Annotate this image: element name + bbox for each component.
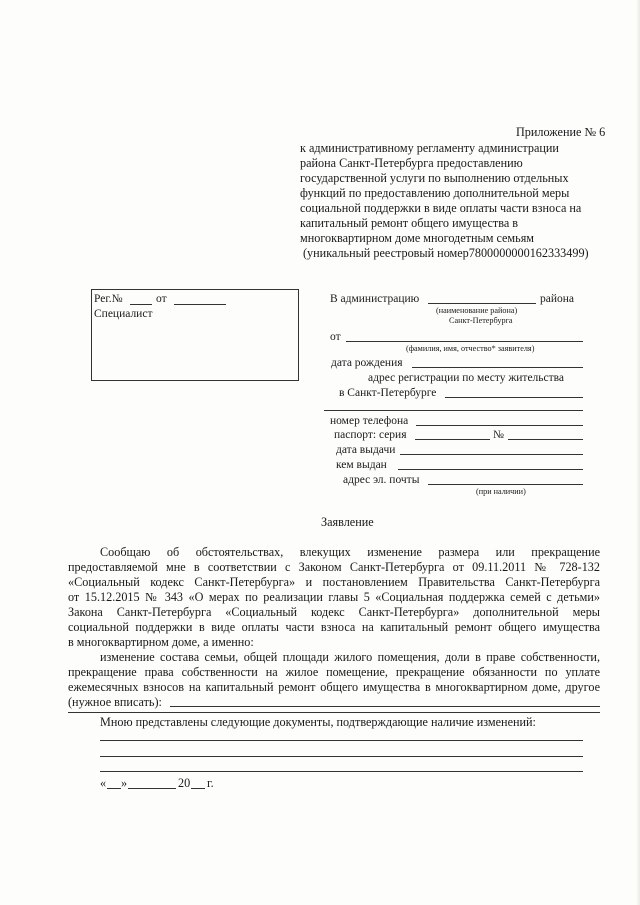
body-line: (нужное вписать): — [68, 695, 162, 709]
passport-number-label: № — [493, 429, 504, 441]
documents-field-2[interactable] — [100, 756, 583, 757]
reg-number-label: Рег.№ — [94, 293, 123, 305]
rayon-name-field[interactable] — [428, 303, 536, 304]
appendix-line: государственной услуги по выполнению отдельных — [300, 171, 569, 185]
address-field-2[interactable] — [324, 410, 583, 411]
appendix-line: к административному регламенту администрации — [300, 141, 559, 155]
issued-by-label: кем выдан — [336, 459, 387, 471]
change-field-1[interactable] — [170, 706, 600, 707]
body-line: от 15.12.2015 № 343 «О мерах по реализации главы 5 «Социальная поддержка семей с детьми» — [68, 590, 600, 604]
issue-date-field[interactable] — [400, 454, 583, 455]
reg-number-field[interactable] — [130, 304, 152, 305]
documents-field-3[interactable] — [100, 771, 583, 772]
address-field-1[interactable] — [445, 397, 583, 398]
document-title: Заявление — [321, 515, 374, 529]
to-admin-label: В администрацию — [330, 293, 420, 305]
in-spb-label: в Санкт-Петербурге — [339, 387, 437, 399]
appendix-line: социальной поддержки в виде оплаты части взноса на — [300, 201, 582, 215]
reg-address-label: адрес регистрации по месту жительства — [368, 372, 565, 384]
from-label: от — [330, 331, 341, 343]
registry-number: (уникальный реестровый номер7800000000162333499) — [303, 246, 589, 260]
phone-field[interactable] — [416, 425, 583, 426]
spb-hint: Санкт-Петербурга — [449, 316, 513, 325]
body-line: Сообщаю об обстоятельствах, влекущих изменение размера или прекращение — [100, 545, 600, 559]
passport-number-field[interactable] — [508, 439, 583, 440]
scan-edge-shadow — [636, 0, 640, 905]
appendix-line: капитальный ремонт общего имущества в — [300, 216, 519, 230]
body-line: ежемесячных взносов на капитальный ремонт общего имущества в многоквартирном доме, другое — [68, 680, 600, 694]
documents-field-1[interactable] — [100, 740, 583, 741]
appendix-line: многоквартирном доме многодетным семьям — [300, 231, 535, 245]
documents-statement: Мною представлены следующие документы, подтверждающие наличие изменений: — [100, 715, 536, 729]
fio-hint: (фамилия, имя, отчество* заявителя) — [406, 344, 535, 353]
birth-date-label: дата рождения — [331, 357, 403, 369]
month-field[interactable] — [128, 788, 176, 789]
date-quote-open: « — [100, 776, 107, 790]
appendix-line: района Санкт-Петербурга предоставлению — [300, 156, 523, 170]
body-line: прекращение права собственности на жилое помещение, прекращение обязанности по уплате — [68, 665, 600, 679]
body-line: в многоквартирном доме, а именно: — [68, 635, 254, 649]
specialist-label: Специалист — [94, 308, 153, 320]
reg-date-label: от — [156, 293, 167, 305]
passport-series-field[interactable] — [415, 439, 490, 440]
rayon-name-hint: (наименование района) — [436, 306, 518, 315]
if-any-hint: (при наличии) — [476, 487, 526, 496]
body-line: изменение состава семьи, общей площади жилого помещения, доли в праве собственности, — [100, 650, 600, 664]
body-line: Закона Санкт-Петербурга «Социальный кодекс Санкт-Петербурга» дополнительной меры — [68, 605, 600, 619]
phone-label: номер телефона — [330, 415, 409, 427]
rayon-label: района — [540, 293, 575, 305]
appendix-title: Приложение № 6 — [516, 125, 606, 139]
body-line: предоставляемой мне в соответствии с Законом Санкт-Петербурга от 09.11.2011 № 728-132 — [68, 560, 600, 574]
year-field[interactable] — [191, 788, 205, 789]
day-field[interactable] — [107, 788, 121, 789]
body-line: «Социальный кодекс Санкт-Петербурга» и постановлением Правительства Санкт-Петербурга — [68, 575, 600, 589]
birth-date-field[interactable] — [412, 367, 583, 368]
reg-date-field[interactable] — [174, 304, 226, 305]
date-quote-close: » — [121, 776, 128, 790]
email-label: адрес эл. почты — [343, 474, 420, 486]
year-suffix: г. — [207, 776, 214, 790]
fio-field[interactable] — [346, 341, 583, 342]
issued-by-field[interactable] — [398, 469, 583, 470]
issue-date-label: дата выдачи — [336, 444, 396, 456]
email-field[interactable] — [428, 484, 583, 485]
appendix-line: функций по предоставлению дополнительной меры — [300, 186, 570, 200]
year-prefix: 20 — [178, 776, 191, 790]
passport-series-label: паспорт: серия — [334, 429, 407, 441]
change-field-2[interactable] — [68, 712, 600, 713]
body-line: социальной поддержки в виде оплаты части взноса на капитальный ремонт общего имущества — [68, 620, 600, 634]
